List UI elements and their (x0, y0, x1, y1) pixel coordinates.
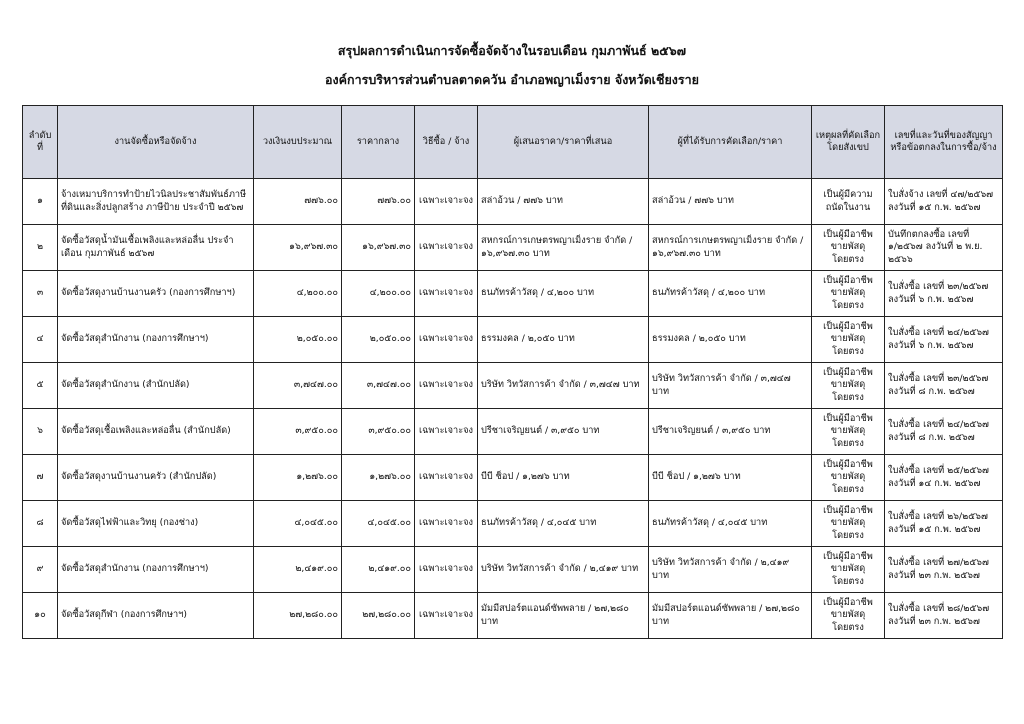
cell-no: ๓ (23, 271, 58, 317)
cell-method: เฉพาะเจาะจง (415, 409, 478, 455)
cell-winner: ธรรมงคล / ๒,๐๕๐ บาท (649, 317, 812, 363)
header-median-price: ราคากลาง (342, 106, 415, 179)
cell-budget: ๓,๗๔๗.๐๐ (254, 363, 342, 409)
cell-item: จัดซื้อวัสดุสำนักงาน (กองการศึกษาฯ) (58, 547, 254, 593)
cell-item: จัดซื้อวัสดุน้ำมันเชื้อเพลิงและหล่อลื่น ประจำเดือน กุมภาพันธ์ ๒๕๖๗ (58, 225, 254, 271)
cell-winner: ปรีชาเจริญยนต์ / ๓,๙๕๐ บาท (649, 409, 812, 455)
table-row (23, 271, 1003, 317)
cell-no: ๕ (23, 363, 58, 409)
cell-item: จัดซื้อวัสดุสำนักงาน (กองการศึกษาฯ) (58, 317, 254, 363)
cell-contract: ใบสั่งซื้อ เลขที่ ๒๔/๒๕๖๗ ลงวันที่ ๖ ก.พ. ๒๕๖๗ (885, 317, 1003, 363)
table-row (23, 409, 1003, 455)
cell-budget: ๔,๒๐๐.๐๐ (254, 271, 342, 317)
table-row (23, 455, 1003, 501)
cell-method: เฉพาะเจาะจง (415, 547, 478, 593)
cell-reason: เป็นผู้มีอาชีพขายพัสดุโดยตรง (812, 271, 885, 317)
cell-item: จัดซื้อวัสดุงานบ้านงานครัว (สำนักปลัด) (58, 455, 254, 501)
cell-reason: เป็นผู้มีอาชีพขายพัสดุโดยตรง (812, 409, 885, 455)
cell-median-price: ๑,๒๗๖.๐๐ (342, 455, 415, 501)
cell-budget: ๒,๐๕๐.๐๐ (254, 317, 342, 363)
header-no: ลำดับที่ (23, 106, 58, 179)
cell-item: จัดซื้อวัสดุเชื้อเพลิงและหล่อลื่น (สำนักปลัด) (58, 409, 254, 455)
table-row (23, 179, 1003, 225)
cell-reason: เป็นผู้มีอาชีพขายพัสดุโดยตรง (812, 225, 885, 271)
table-row (23, 547, 1003, 593)
table-row (23, 225, 1003, 271)
procurement-summary-table (22, 105, 1003, 639)
cell-budget: ๔,๐๔๕.๐๐ (254, 501, 342, 547)
cell-median-price: ๒๗,๒๘๐.๐๐ (342, 593, 415, 639)
cell-median-price: ๒,๔๑๙.๐๐ (342, 547, 415, 593)
cell-contract: ใบสั่งซื้อ เลขที่ ๒๖/๒๕๖๗ ลงวันที่ ๑๕ ก.พ. ๒๕๖๗ (885, 501, 1003, 547)
cell-reason: เป็นผู้มีอาชีพขายพัสดุโดยตรง (812, 455, 885, 501)
cell-method: เฉพาะเจาะจง (415, 225, 478, 271)
header-budget: วงเงินงบประมาณ (254, 106, 342, 179)
cell-winner: มัมมีสปอร์ตแอนด์ซัพพลาย / ๒๗,๒๘๐ บาท (649, 593, 812, 639)
cell-reason: เป็นผู้มีอาชีพขายพัสดุโดยตรง (812, 547, 885, 593)
cell-contract: ใบสั่งจ้าง เลขที่ ๔๗/๒๕๖๗ ลงวันที่ ๑๕ ก.พ. ๒๕๖๗ (885, 179, 1003, 225)
cell-no: ๘ (23, 501, 58, 547)
cell-method: เฉพาะเจาะจง (415, 271, 478, 317)
cell-bidder: ปรีชาเจริญยนต์ / ๓,๙๕๐ บาท (478, 409, 649, 455)
cell-reason: เป็นผู้มีอาชีพขายพัสดุโดยตรง (812, 363, 885, 409)
table-row (23, 501, 1003, 547)
table-row (23, 317, 1003, 363)
cell-bidder: มัมมีสปอร์ตแอนด์ซัพพลาย / ๒๗,๒๘๐ บาท (478, 593, 649, 639)
cell-reason: เป็นผู้มีความถนัดในงาน (812, 179, 885, 225)
cell-contract: ใบสั่งซื้อ เลขที่ ๒๓/๒๕๖๗ ลงวันที่ ๘ ก.พ. ๒๕๖๗ (885, 363, 1003, 409)
cell-bidder: ธนภัทรค้าวัสดุ / ๔,๒๐๐ บาท (478, 271, 649, 317)
cell-contract: ใบสั่งซื้อ เลขที่ ๒๗/๒๕๖๗ ลงวันที่ ๒๓ ก.พ. ๒๕๖๗ (885, 547, 1003, 593)
cell-item: จัดซื้อวัสดุงานบ้านงานครัว (กองการศึกษาฯ) (58, 271, 254, 317)
cell-winner: บีบี ช็อป / ๑,๒๗๖ บาท (649, 455, 812, 501)
cell-bidder: ธรรมงคล / ๒,๐๕๐ บาท (478, 317, 649, 363)
cell-median-price: ๔,๒๐๐.๐๐ (342, 271, 415, 317)
cell-median-price: ๑๖,๙๖๗.๓๐ (342, 225, 415, 271)
cell-no: ๑ (23, 179, 58, 225)
header-method: วิธีซื้อ / จ้าง (415, 106, 478, 179)
cell-no: ๒ (23, 225, 58, 271)
cell-item: จัดซื้อวัสดุไฟฟ้าและวิทยุ (กองช่าง) (58, 501, 254, 547)
cell-median-price: ๗๗๖.๐๐ (342, 179, 415, 225)
cell-median-price: ๔,๐๔๕.๐๐ (342, 501, 415, 547)
cell-winner: ธนภัทรค้าวัสดุ / ๔,๒๐๐ บาท (649, 271, 812, 317)
table-header-row (23, 106, 1003, 179)
cell-winner: ธนภัทรค้าวัสดุ / ๔,๐๔๕ บาท (649, 501, 812, 547)
cell-item: จัดซื้อวัสดุสำนักงาน (สำนักปลัด) (58, 363, 254, 409)
cell-median-price: ๓,๗๔๗.๐๐ (342, 363, 415, 409)
cell-budget: ๑,๒๗๖.๐๐ (254, 455, 342, 501)
cell-no: ๑๐ (23, 593, 58, 639)
header-reason: เหตุผลที่คัดเลือก โดยสังเขป (812, 106, 885, 179)
cell-bidder: ธนภัทรค้าวัสดุ / ๔,๐๔๕ บาท (478, 501, 649, 547)
cell-bidder: บริษัท วิทวัสการค้า จำกัด / ๒,๔๑๙ บาท (478, 547, 649, 593)
cell-reason: เป็นผู้มีอาชีพขายพัสดุโดยตรง (812, 317, 885, 363)
cell-winner: สล่าอ้วน / ๗๗๖ บาท (649, 179, 812, 225)
header-bidders: ผู้เสนอราคา/ราคาที่เสนอ (478, 106, 649, 179)
cell-contract: บันทึกตกลงซื้อ เลขที่ ๑/๒๕๖๗ ลงวันที่ ๒ พ.ย. ๒๕๖๖ (885, 225, 1003, 271)
cell-median-price: ๒,๐๕๐.๐๐ (342, 317, 415, 363)
cell-bidder: สล่าอ้วน / ๗๗๖ บาท (478, 179, 649, 225)
cell-winner: สหกรณ์การเกษตรพญาเม็งราย จำกัด / ๑๖,๙๖๗.๓๐ บาท (649, 225, 812, 271)
cell-method: เฉพาะเจาะจง (415, 501, 478, 547)
table-row (23, 593, 1003, 639)
cell-no: ๙ (23, 547, 58, 593)
cell-reason: เป็นผู้มีอาชีพขายพัสดุโดยตรง (812, 501, 885, 547)
header-contract: เลขที่และวันที่ของสัญญา หรือข้อตกลงในการซื้อ/จ้าง (885, 106, 1003, 179)
cell-budget: ๗๗๖.๐๐ (254, 179, 342, 225)
document-subtitle: องค์การบริหารส่วนตำบลตาดควัน อำเภอพญาเม็งราย จังหวัดเชียงราย (325, 72, 699, 87)
cell-contract: ใบสั่งซื้อ เลขที่ ๒๘/๒๕๖๗ ลงวันที่ ๒๓ ก.พ. ๒๕๖๗ (885, 593, 1003, 639)
cell-budget: ๒,๔๑๙.๐๐ (254, 547, 342, 593)
cell-contract: ใบสั่งซื้อ เลขที่ ๒๓/๒๕๖๗ ลงวันที่ ๖ ก.พ. ๒๕๖๗ (885, 271, 1003, 317)
cell-item: จ้างเหมาบริการทำป้ายไวนิลประชาสัมพันธ์ภาษีที่ดินและสิ่งปลูกสร้าง ภาษีป้าย ประจำปี ๒๕๖๗ (58, 179, 254, 225)
cell-method: เฉพาะเจาะจง (415, 317, 478, 363)
cell-method: เฉพาะเจาะจง (415, 179, 478, 225)
cell-median-price: ๓,๙๕๐.๐๐ (342, 409, 415, 455)
header-winner: ผู้ที่ได้รับการคัดเลือก/ราคา (649, 106, 812, 179)
cell-winner: บริษัท วิทวัสการค้า จำกัด / ๒,๔๑๙ บาท (649, 547, 812, 593)
cell-no: ๔ (23, 317, 58, 363)
cell-contract: ใบสั่งซื้อ เลขที่ ๒๔/๒๕๖๗ ลงวันที่ ๘ ก.พ. ๒๕๖๗ (885, 409, 1003, 455)
cell-budget: ๒๗,๒๘๐.๐๐ (254, 593, 342, 639)
cell-bidder: บริษัท วิทวัสการค้า จำกัด / ๓,๗๔๗ บาท (478, 363, 649, 409)
cell-budget: ๓,๙๕๐.๐๐ (254, 409, 342, 455)
cell-bidder: สหกรณ์การเกษตรพญาเม็งราย จำกัด / ๑๖,๙๖๗.๓๐ บาท (478, 225, 649, 271)
cell-contract: ใบสั่งซื้อ เลขที่ ๒๕/๒๕๖๗ ลงวันที่ ๑๔ ก.พ. ๒๕๖๗ (885, 455, 1003, 501)
document-title: สรุปผลการดำเนินการจัดซื้อจัดจ้างในรอบเดือน กุมภาพันธ์ ๒๕๖๗ (337, 43, 687, 58)
cell-winner: บริษัท วิทวัสการค้า จำกัด / ๓,๗๔๗ บาท (649, 363, 812, 409)
cell-no: ๖ (23, 409, 58, 455)
table-row (23, 363, 1003, 409)
cell-method: เฉพาะเจาะจง (415, 455, 478, 501)
cell-method: เฉพาะเจาะจง (415, 363, 478, 409)
cell-no: ๗ (23, 455, 58, 501)
cell-reason: เป็นผู้มีอาชีพขายพัสดุโดยตรง (812, 593, 885, 639)
cell-bidder: บีบี ช็อป / ๑,๒๗๖ บาท (478, 455, 649, 501)
cell-budget: ๑๖,๙๖๗.๓๐ (254, 225, 342, 271)
cell-method: เฉพาะเจาะจง (415, 593, 478, 639)
cell-item: จัดซื้อวัสดุกีฬา (กองการศึกษาฯ) (58, 593, 254, 639)
header-item: งานจัดซื้อหรือจัดจ้าง (58, 106, 254, 179)
